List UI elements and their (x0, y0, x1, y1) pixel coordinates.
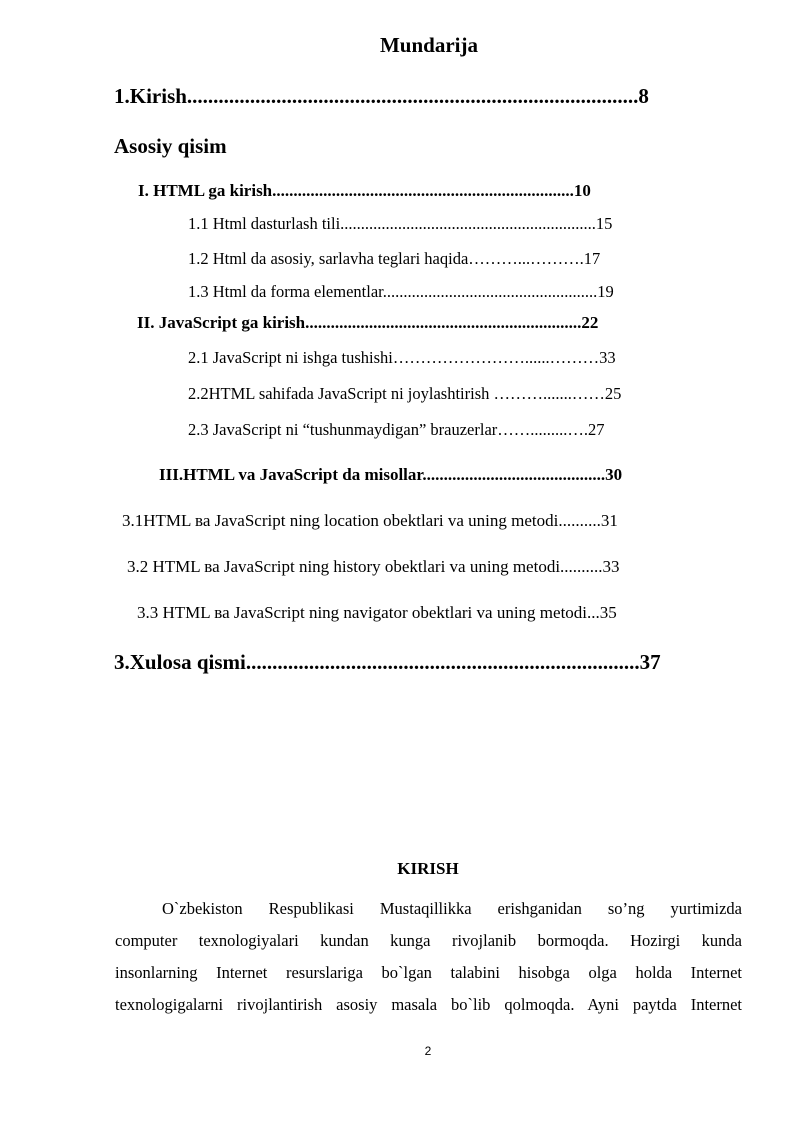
toc-entry-3-1: 3.1HTML ва JavaScript ning location obektlari va uning metodi..........31 (122, 511, 618, 530)
page-number: 2 (424, 1044, 432, 1058)
toc-entry-2-1: 2.1 JavaScript ni ishga tushishi……………………......………33 (188, 348, 616, 367)
toc-chapter-3: III.HTML va JavaScript da misollar...........................................30 (159, 465, 623, 484)
toc-entry-1-3: 1.3 Html da forma elementlar....................................................19 (188, 282, 614, 301)
intro-line: computer texnologiyalari kundan kunga rivojlanib bormoqda. Hozirgi kunda (115, 931, 742, 950)
toc-chapter-1: I. HTML ga kirish.......................................................................10 (138, 181, 591, 200)
toc-entry-kirish: 1.Kirish......................................................................................8 (114, 84, 649, 108)
intro-line: O`zbekiston Respublikasi Mustaqillikka erishganidan so’ng yurtimizda (162, 899, 742, 918)
intro-title: KIRISH (397, 859, 459, 878)
intro-line: insonlarning Internet resurslariga bo`lgan talabini hisobga olga holda Internet (115, 963, 742, 982)
toc-entry-3-2: 3.2 HTML ва JavaScript ning history obektlari va uning metodi..........33 (127, 557, 620, 576)
intro-line: texnologigalarni rivojlantirish asosiy masala bo`lib qolmoqda. Ayni paytda Internet (115, 995, 742, 1014)
toc-chapter-2: II. JavaScript ga kirish.................................................................22 (137, 313, 599, 332)
toc-entry-2-2: 2.2HTML sahifada JavaScript ni joylashtirish ……….......……25 (188, 384, 622, 403)
intro-paragraph (115, 893, 742, 1021)
toc-entry-1-1: 1.1 Html dasturlash tili..............................................................15 (188, 214, 613, 233)
toc-entry-1-2: 1.2 Html da asosiy, sarlavha teglari haqida………...……….17 (188, 249, 601, 268)
toc-entry-2-3: 2.3 JavaScript ni “tushunmaydigan” brauzerlar…….........….27 (188, 420, 605, 439)
toc-entry-3-3: 3.3 HTML ва JavaScript ning navigator obektlari va uning metodi...35 (137, 603, 617, 622)
toc-heading: Mundarija (379, 33, 478, 57)
toc-entry-xulosa: 3.Xulosa qismi...........................................................................37 (114, 650, 661, 674)
toc-section-asosiy: Asosiy qisim (114, 134, 227, 158)
